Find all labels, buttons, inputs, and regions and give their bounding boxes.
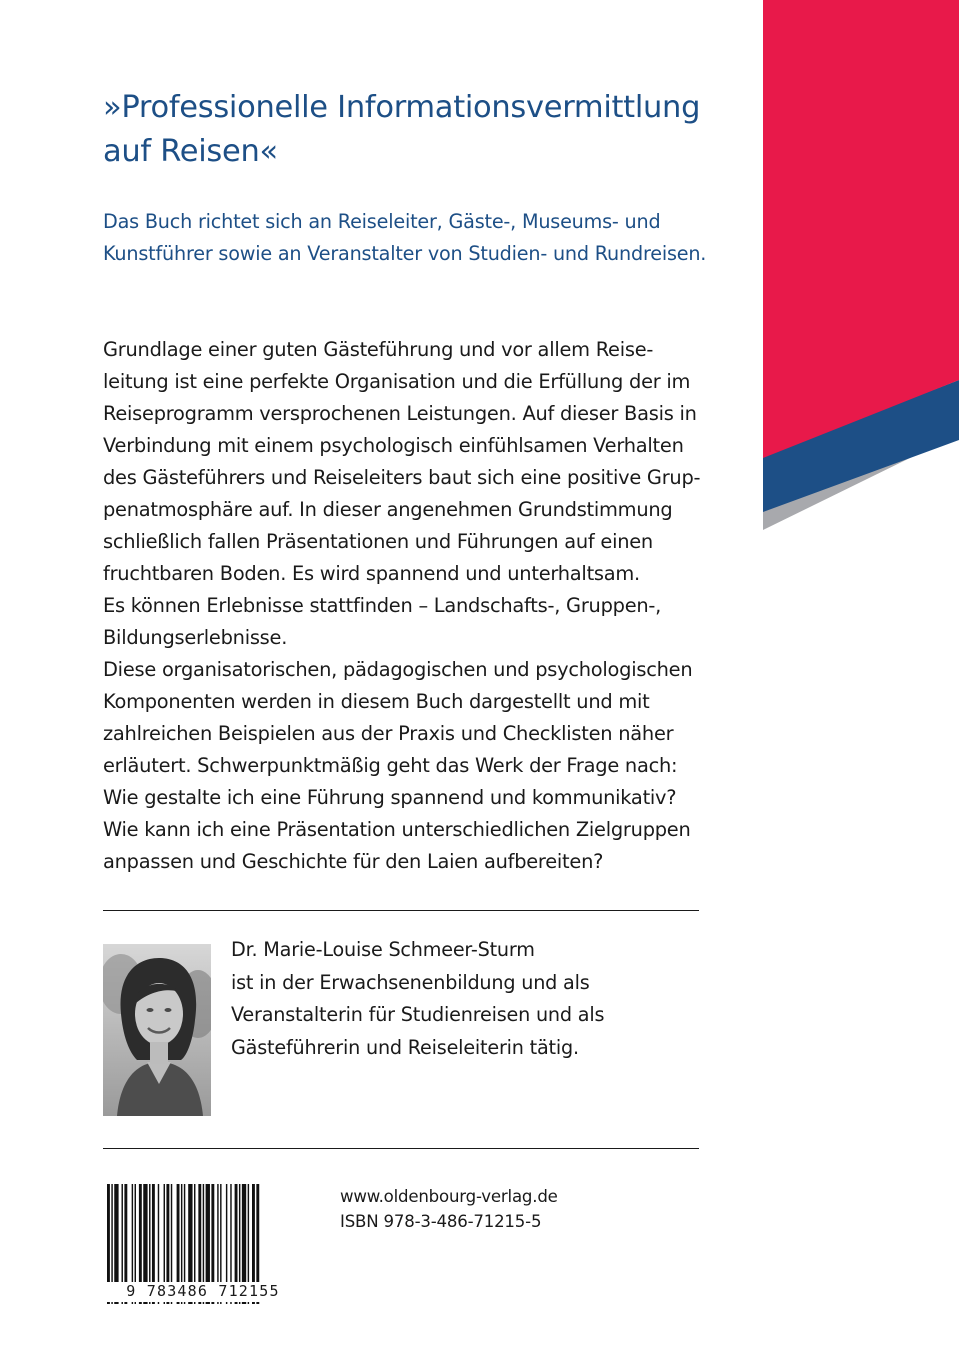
blurb-text [103, 334, 743, 878]
blurb-line: leitung ist eine perfekte Organisation und die Erfüllung der im [103, 370, 691, 393]
decorative-corner-stripes [763, 0, 959, 530]
blurb-line: des Gästeführers und Reiseleiters baut sich eine positive Grup- [103, 466, 701, 489]
blurb-line: Reiseprogramm versprochenen Leistungen. Auf dieser Basis in [103, 402, 697, 425]
blurb-line: zahlreichen Beispielen aus der Praxis und Checklisten näher [103, 722, 674, 745]
divider-top [103, 910, 699, 911]
blurb-line: penatmosphäre auf. In dieser angenehmen Grundstimmung [103, 498, 673, 521]
headline [103, 86, 743, 174]
subtitle [103, 206, 753, 270]
barcode-digits: 9 783486 712155 [103, 1282, 303, 1302]
author-bio [231, 934, 701, 1064]
blurb-line: Es können Erlebnisse stattfinden – Landschafts-, Gruppen-, [103, 594, 662, 617]
isbn: ISBN 978-3-486-71215-5 [340, 1212, 542, 1231]
publisher-url: www.oldenbourg-verlag.de [340, 1187, 558, 1206]
blurb-line: Wie kann ich eine Präsentation unterschiedlichen Zielgruppen [103, 818, 691, 841]
divider-bottom [103, 1148, 699, 1149]
author-bio-line: ist in der Erwachsenenbildung und als [231, 970, 590, 994]
blurb-line: fruchtbaren Boden. Es wird spannend und unterhaltsam. [103, 562, 640, 585]
author-name: Dr. Marie-Louise Schmeer-Sturm [231, 938, 535, 961]
author-photo [103, 944, 211, 1116]
blurb-line: anpassen und Geschichte für den Laien aufbereiten? [103, 850, 604, 873]
subtitle-line: Kunstführer sowie an Veranstalter von Studien- und Rundreisen. [103, 242, 707, 265]
red-panel [763, 0, 959, 458]
author-bio-line: Veranstalterin für Studienreisen und als [231, 1003, 605, 1026]
blurb-line: Diese organisatorischen, pädagogischen und psychologischen [103, 658, 693, 681]
blurb-line: schließlich fallen Präsentationen und Führungen auf einen [103, 530, 653, 553]
blurb-line: Grundlage einer guten Gästeführung und vor allem Reise- [103, 338, 654, 361]
headline-line: auf Reisen« [103, 134, 278, 169]
blurb-line: Komponenten werden in diesem Buch dargestellt und mit [103, 690, 650, 713]
blurb-line: erläutert. Schwerpunktmäßig geht das Werk der Frage nach: [103, 754, 678, 777]
subtitle-line: Das Buch richtet sich an Reiseleiter, Gäste-, Museums- und [103, 210, 661, 233]
blurb-line: Bildungserlebnisse. [103, 626, 288, 649]
publisher-info [340, 1184, 640, 1234]
blurb-line: Verbindung mit einem psychologisch einfühlsamen Verhalten [103, 434, 684, 457]
headline-line: »Professionelle Informationsvermittlung [103, 90, 701, 125]
author-bio-line: Gästeführerin und Reiseleiterin tätig. [231, 1035, 579, 1059]
blurb-line: Wie gestalte ich eine Führung spannend und kommunikativ? [103, 786, 677, 809]
